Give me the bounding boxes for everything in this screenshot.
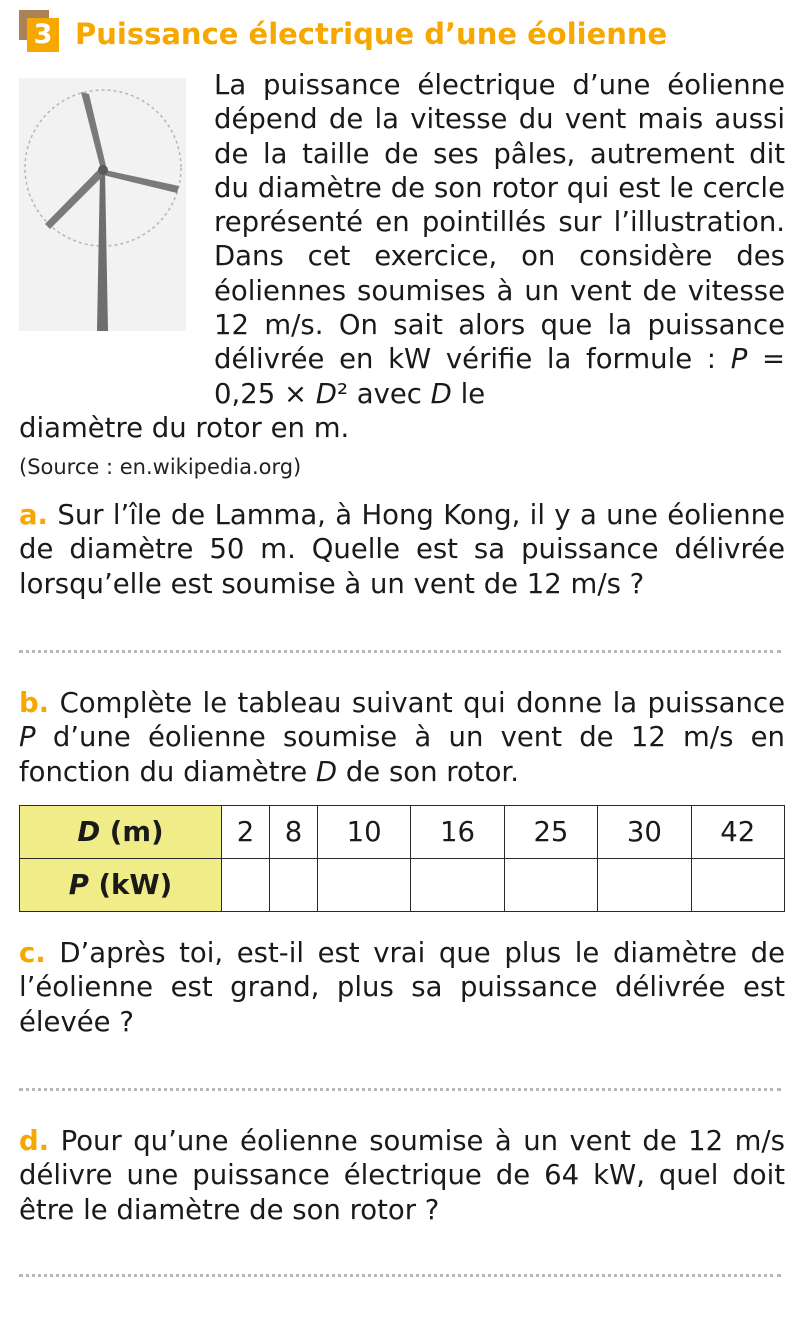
intro-text xyxy=(19,68,785,445)
diameter-cell: 2 xyxy=(222,806,270,859)
table-row xyxy=(20,859,785,912)
question-label: d. xyxy=(19,1125,50,1157)
intro-line: pointillés sur l’illustration. Dans cet xyxy=(214,206,785,273)
diameter-cell: 30 xyxy=(598,806,691,859)
var-D: D xyxy=(315,377,337,410)
table-row xyxy=(20,806,785,859)
exercise-header xyxy=(19,10,799,52)
intro-last-line: diamètre du rotor en m. xyxy=(19,411,350,444)
diameter-power-table xyxy=(19,805,785,912)
intro-line: soumises à un vent de vitesse 12 m/s. xyxy=(214,274,785,342)
intro-line: aussi de la taille de ses pâles, xyxy=(214,103,785,170)
var-P: P xyxy=(730,343,748,376)
intro-line: dépend de la vitesse du vent mais xyxy=(214,103,704,136)
var-D: D xyxy=(430,377,452,410)
answer-line-d[interactable] xyxy=(19,1274,781,1277)
exercise-number: 3 xyxy=(27,18,59,52)
var-P: P xyxy=(19,721,36,754)
power-answer-cell[interactable] xyxy=(504,859,597,912)
power-answer-cell[interactable] xyxy=(691,859,784,912)
intro-line: La puissance électrique d’une éolienne xyxy=(214,69,785,101)
diameter-cell: 10 xyxy=(317,806,410,859)
question-label: a. xyxy=(19,499,49,531)
question-label: b. xyxy=(19,687,50,719)
var-D: D xyxy=(315,755,338,788)
power-answer-cell[interactable] xyxy=(598,859,691,912)
intro-line: autrement dit du diamètre de son rotor xyxy=(214,137,785,204)
question-d: d. Pour qu’une éolienne soumise à un vent de 12 m/s délivre une puissance électrique de 64 kW, quel doit être le diamètre de son rotor ? xyxy=(19,1125,785,1226)
diameter-cell: 8 xyxy=(269,806,317,859)
diameter-cell: 42 xyxy=(691,806,784,859)
row-header-power: P (kW) xyxy=(20,859,222,912)
answer-line-c[interactable] xyxy=(19,1088,781,1091)
row-header-diameter: D (m) xyxy=(20,806,222,859)
power-answer-cell[interactable] xyxy=(317,859,410,912)
intro-line: qui est le cercle représenté en xyxy=(214,171,785,239)
diameter-cell: 25 xyxy=(504,806,597,859)
exponent: ² xyxy=(336,377,348,410)
intro-line: On sait alors que la puissance délivrée xyxy=(214,309,785,376)
intro-line: exercice, on considère des éoliennes xyxy=(214,240,785,307)
power-answer-cell[interactable] xyxy=(411,859,504,912)
question-b: b. Complète le tableau suivant qui donne la puissance P d’une éolienne soumise à un vent de 12 m/s en fonction du diamètre D de son rotor. xyxy=(19,687,785,788)
answer-line-a[interactable] xyxy=(19,650,781,653)
diameter-cell: 16 xyxy=(411,806,504,859)
formula-line: en kW vérifie la formule : P = 0,25 × D² avec D le xyxy=(214,343,785,410)
power-answer-cell[interactable] xyxy=(269,859,317,912)
question-label: c. xyxy=(19,937,46,969)
exercise-title: Puissance électrique d’une éolienne xyxy=(75,17,668,51)
source-note: (Source : en.wikipedia.org) xyxy=(19,455,302,479)
question-a: a. Sur l’île de Lamma, à Hong Kong, il y a une éolienne de diamètre 50 m. Quelle est sa puissance délivrée lorsqu’elle est soumise à un vent de 12 m/s ? xyxy=(19,499,785,600)
question-c: c. D’après toi, est-il est vrai que plus le diamètre de l’éolienne est grand, plus sa puissance délivrée est élevée ? xyxy=(19,937,785,1038)
power-answer-cell[interactable] xyxy=(222,859,270,912)
